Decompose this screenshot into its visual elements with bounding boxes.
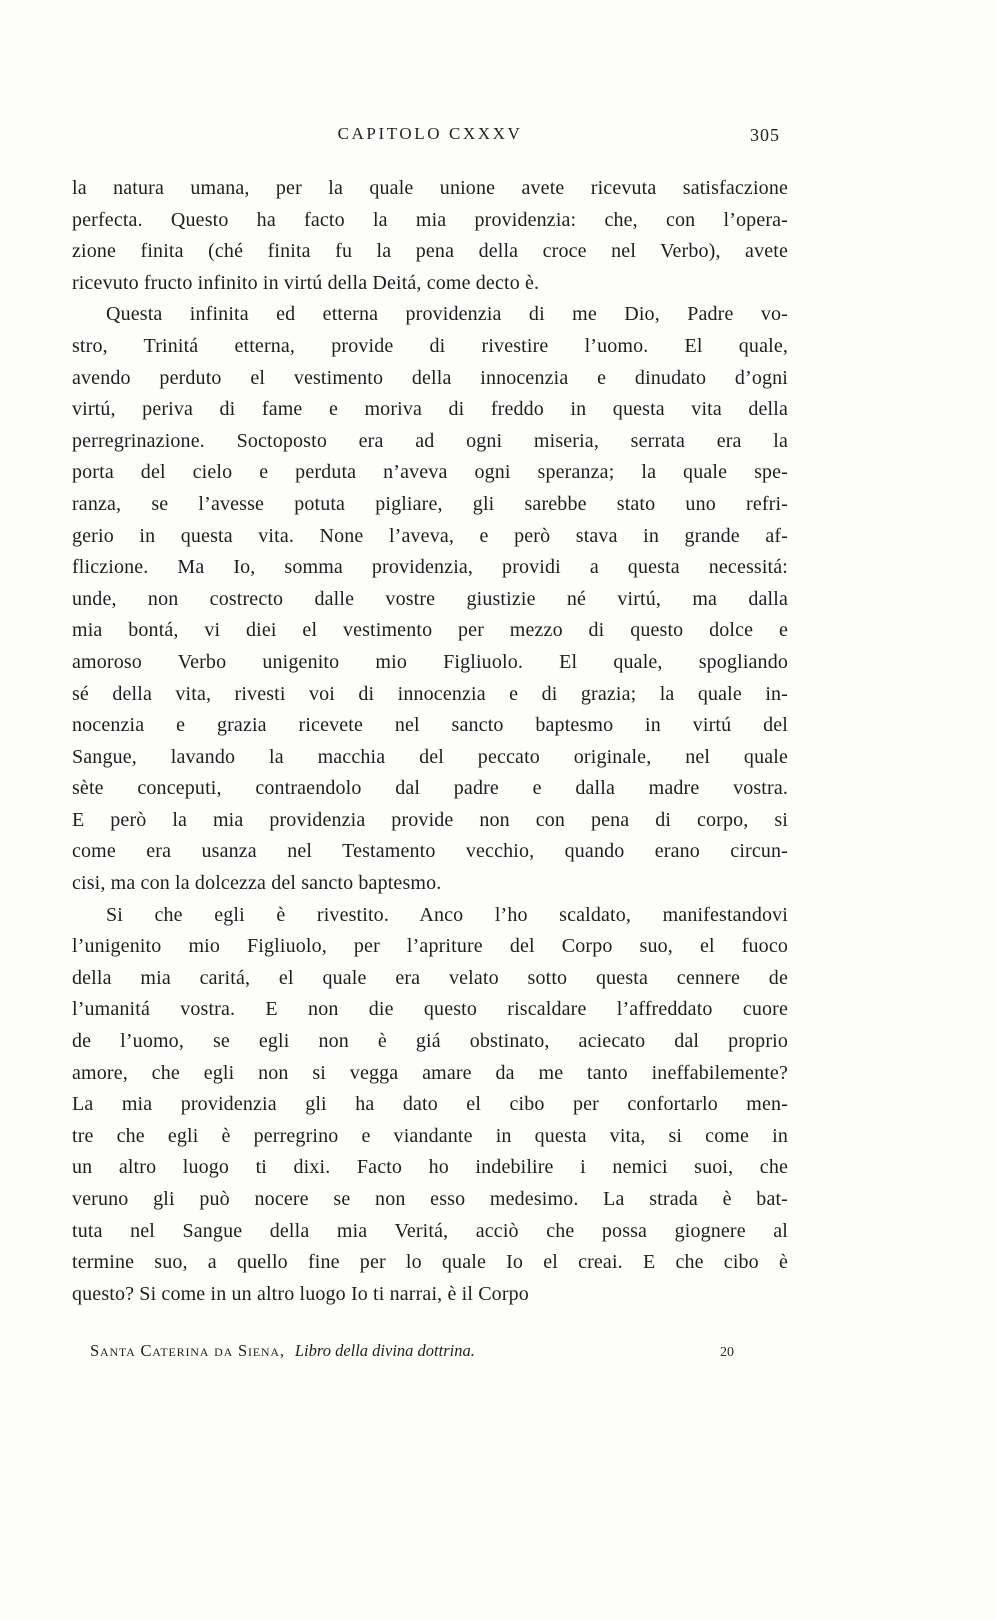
text-line: avendo perduto el vestimento della innocenzia e dinudato d’ogni bbox=[72, 366, 788, 389]
footer-author: Santa Caterina da Siena, bbox=[90, 1341, 285, 1360]
text-line: nocenzia e grazia ricevete nel sancto baptesmo in virtú del bbox=[72, 714, 788, 737]
paragraph-2 bbox=[72, 299, 788, 899]
text-line: mia bontá, vi diei el vestimento per mezzo di questo dolce e bbox=[72, 619, 788, 642]
text-line: Sangue, lavando la macchia del peccato originale, nel quale bbox=[72, 745, 788, 768]
text-line: tuta nel Sangue della mia Veritá, acciò che possa giognere al bbox=[72, 1219, 788, 1242]
text-line: termine suo, a quello fine per lo quale Io el creai. E che cibo è bbox=[72, 1251, 788, 1274]
text-line: La mia providenzia gli ha dato el cibo per confortarlo men- bbox=[72, 1093, 788, 1116]
text-line: amoroso Verbo unigenito mio Figliuolo. El quale, spogliando bbox=[72, 650, 788, 673]
text-line: ricevuto fructo infinito in virtú della Deitá, come decto è. bbox=[72, 271, 540, 294]
footer-work-title: Libro della divina dottrina. bbox=[294, 1341, 475, 1360]
text-line: zione finita (ché finita fu la pena della croce nel Verbo), avete bbox=[72, 240, 788, 263]
text-line: cisi, ma con la dolcezza del sancto baptesmo. bbox=[72, 872, 442, 895]
text-line: E però la mia providenzia provide non con pena di corpo, si bbox=[72, 808, 788, 831]
text-line: perregrinazione. Soctoposto era ad ogni miseria, serrata era la bbox=[72, 429, 788, 452]
text-line: gerio in questa vita. None l’aveva, e però stava in grande af- bbox=[72, 524, 788, 547]
text-line: l’umanitá vostra. E non die questo riscaldare l’affreddato cuore bbox=[72, 998, 788, 1021]
paragraph-1 bbox=[72, 173, 788, 299]
text-line: perfecta. Questo ha facto la mia providenzia: che, con l’opera- bbox=[72, 208, 788, 231]
text-line: un altro luogo ti dixi. Facto ho indebilire i nemici suoi, che bbox=[72, 1156, 788, 1179]
footer-credit bbox=[90, 1341, 475, 1361]
text-line: virtú, periva di fame e moriva di freddo in questa vita della bbox=[72, 398, 788, 421]
text-line: l’unigenito mio Figliuolo, per l’apriture del Corpo suo, el fuoco bbox=[72, 935, 788, 958]
signature-number: 20 bbox=[720, 1345, 734, 1360]
text-line: ranza, se l’avesse potuta pigliare, gli sarebbe stato uno refri- bbox=[72, 492, 788, 515]
text-line: de l’uomo, se egli non è giá obstinato, aciecato dal proprio bbox=[72, 1030, 788, 1053]
text-line: tre che egli è perregrino e viandante in questa vita, si come in bbox=[72, 1124, 788, 1147]
page-number: 305 bbox=[750, 125, 780, 145]
text-line: unde, non costrecto dalle vostre giustizie né virtú, ma dalla bbox=[72, 587, 788, 610]
text-line: sète conceputi, contraendolo dal padre e dalla madre vostra. bbox=[72, 777, 788, 800]
paragraph-3 bbox=[72, 900, 788, 1311]
text-line: questo? Si come in un altro luogo Io ti narrai, è il Corpo bbox=[72, 1282, 529, 1305]
text-line: porta del cielo e perduta n’aveva ogni speranza; la quale spe- bbox=[72, 461, 788, 484]
text-line: Questa infinita ed etterna providenzia di me Dio, Padre vo- bbox=[106, 303, 788, 326]
text-line: Si che egli è rivestito. Anco l’ho scaldato, manifestandovi bbox=[106, 903, 788, 926]
text-line: amore, che egli non si vegga amare da me tanto ineffabilemente? bbox=[72, 1061, 788, 1084]
text-line: la natura umana, per la quale unione avete ricevuta satisfaczione bbox=[72, 177, 788, 199]
chapter-heading: CAPITOLO CXXXV bbox=[337, 124, 523, 143]
body-text bbox=[72, 173, 788, 1310]
page-footer bbox=[72, 1341, 788, 1365]
text-line: veruno gli può nocere se non esso medesimo. La strada è bat- bbox=[72, 1188, 788, 1210]
text-line: della mia caritá, el quale era velato sotto questa cennere de bbox=[72, 966, 788, 989]
text-line: stro, Trinitá etterna, provide di rivestire l’uomo. El quale, bbox=[72, 334, 788, 357]
text-line: come era usanza nel Testamento vecchio, quando erano circun- bbox=[72, 840, 788, 863]
text-line: fliczione. Ma Io, somma providenzia, providi a questa necessitá: bbox=[72, 556, 788, 579]
text-line: sé della vita, rivesti voi di innocenzia e di grazia; la quale in- bbox=[72, 682, 788, 705]
page-header bbox=[72, 124, 788, 150]
